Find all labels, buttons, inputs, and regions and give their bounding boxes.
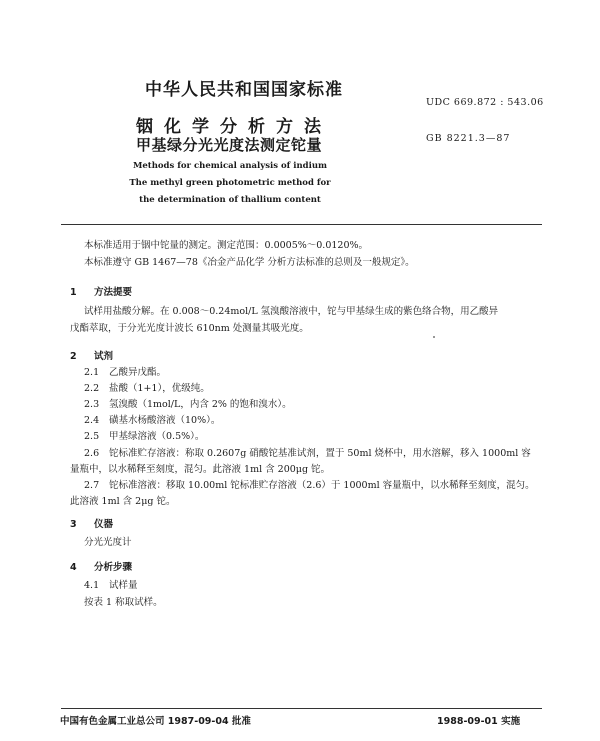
section-number: 2	[70, 351, 77, 362]
section-title: 试剂	[94, 351, 114, 362]
intro-compliance: 本标准遵守 GB 1467—78《冶金产品化学 分析方法标准的总则及一般规定》。	[84, 257, 415, 268]
reagent-item	[84, 413, 220, 429]
reagent-item	[84, 365, 166, 381]
paragraph-line: 试样用盐酸分解。在 0.008～0.24mol/L 氢溴酸溶液中，铊与甲基绿生成的紫色络合物，用乙酸异	[84, 306, 499, 317]
item-number: 2.5	[84, 431, 100, 442]
item-text: 铊标准贮存溶液：称取 0.2607g 硝酸铊基准试剂，置于 50ml 烧杯中，用水溶解，移入 1000ml 容	[109, 448, 531, 459]
national-standard-heading: 中华人民共和国国家标准	[145, 80, 343, 100]
item-number: 2.6	[84, 448, 100, 459]
section-heading	[70, 284, 132, 298]
item-text: 试样量	[109, 580, 138, 591]
paragraph-line: 量瓶中，以水稀释至刻度，混匀。此溶液 1ml 含 200μg 铊。	[70, 464, 331, 475]
section-number: 1	[70, 287, 77, 298]
subsection-heading	[84, 578, 138, 594]
scan-speck	[433, 336, 435, 338]
paragraph-line: 此溶液 1ml 含 2μg 铊。	[70, 496, 176, 507]
reagent-item	[84, 429, 204, 445]
section-title: 仪器	[94, 519, 114, 530]
item-text: 甲基绿溶液（0.5%）。	[109, 431, 205, 442]
item-text: 磺基水杨酸溶液（10%）。	[109, 415, 221, 426]
section-title: 分析步骤	[94, 562, 133, 573]
reagent-item	[84, 397, 292, 413]
approval-line: 中国有色金属工业总公司 1987-09-04 批准	[60, 716, 251, 727]
item-number: 2.3	[84, 399, 100, 410]
section-number: 3	[70, 519, 77, 530]
item-number: 4.1	[84, 580, 100, 591]
gb-number: GB 8221.3—87	[426, 133, 511, 144]
reagent-item	[84, 478, 535, 494]
item-number: 2.7	[84, 480, 100, 491]
item-number: 2.1	[84, 367, 100, 378]
section-number: 4	[70, 562, 77, 573]
section-heading	[70, 516, 113, 530]
document-title: 铟化学分析方法	[136, 117, 332, 137]
english-title-line: The methyl green photometric method for	[129, 178, 331, 188]
reagent-item	[84, 381, 210, 397]
section-heading	[70, 559, 132, 573]
udc-code: UDC 669.872 : 543.06	[426, 97, 544, 108]
english-title-line: the determination of thallium content	[139, 195, 321, 205]
section-heading	[70, 348, 113, 362]
section-title: 方法提要	[94, 287, 133, 298]
header-divider	[61, 224, 542, 225]
item-text: 盐酸（1+1），优级纯。	[109, 383, 210, 394]
paragraph-line: 分光光度计	[84, 537, 132, 548]
english-title-line: Methods for chemical analysis of indium	[132, 161, 328, 171]
item-number: 2.4	[84, 415, 100, 426]
item-number: 2.2	[84, 383, 100, 394]
item-text: 铊标准溶液：移取 10.00ml 铊标准贮存溶液（2.6）于 1000ml 容量瓶中，以水稀释至刻度，混匀。	[109, 480, 535, 491]
footer-divider	[61, 708, 542, 709]
item-text: 乙酸异戊酯。	[109, 367, 167, 378]
implementation-date: 1988-09-01 实施	[437, 716, 521, 727]
document-subtitle: 甲基绿分光光度法测定铊量	[136, 136, 323, 154]
intro-scope: 本标准适用于铟中铊量的测定。测定范围：0.0005%～0.0120%。	[84, 240, 369, 251]
paragraph-line: 戊酯萃取，于分光光度计波长 610nm 处测量其吸光度。	[70, 323, 309, 334]
paragraph-line: 按表 1 称取试样。	[84, 597, 163, 608]
reagent-item	[84, 446, 531, 462]
item-text: 氢溴酸（1mol/L，内含 2% 的饱和溴水）。	[109, 399, 292, 410]
